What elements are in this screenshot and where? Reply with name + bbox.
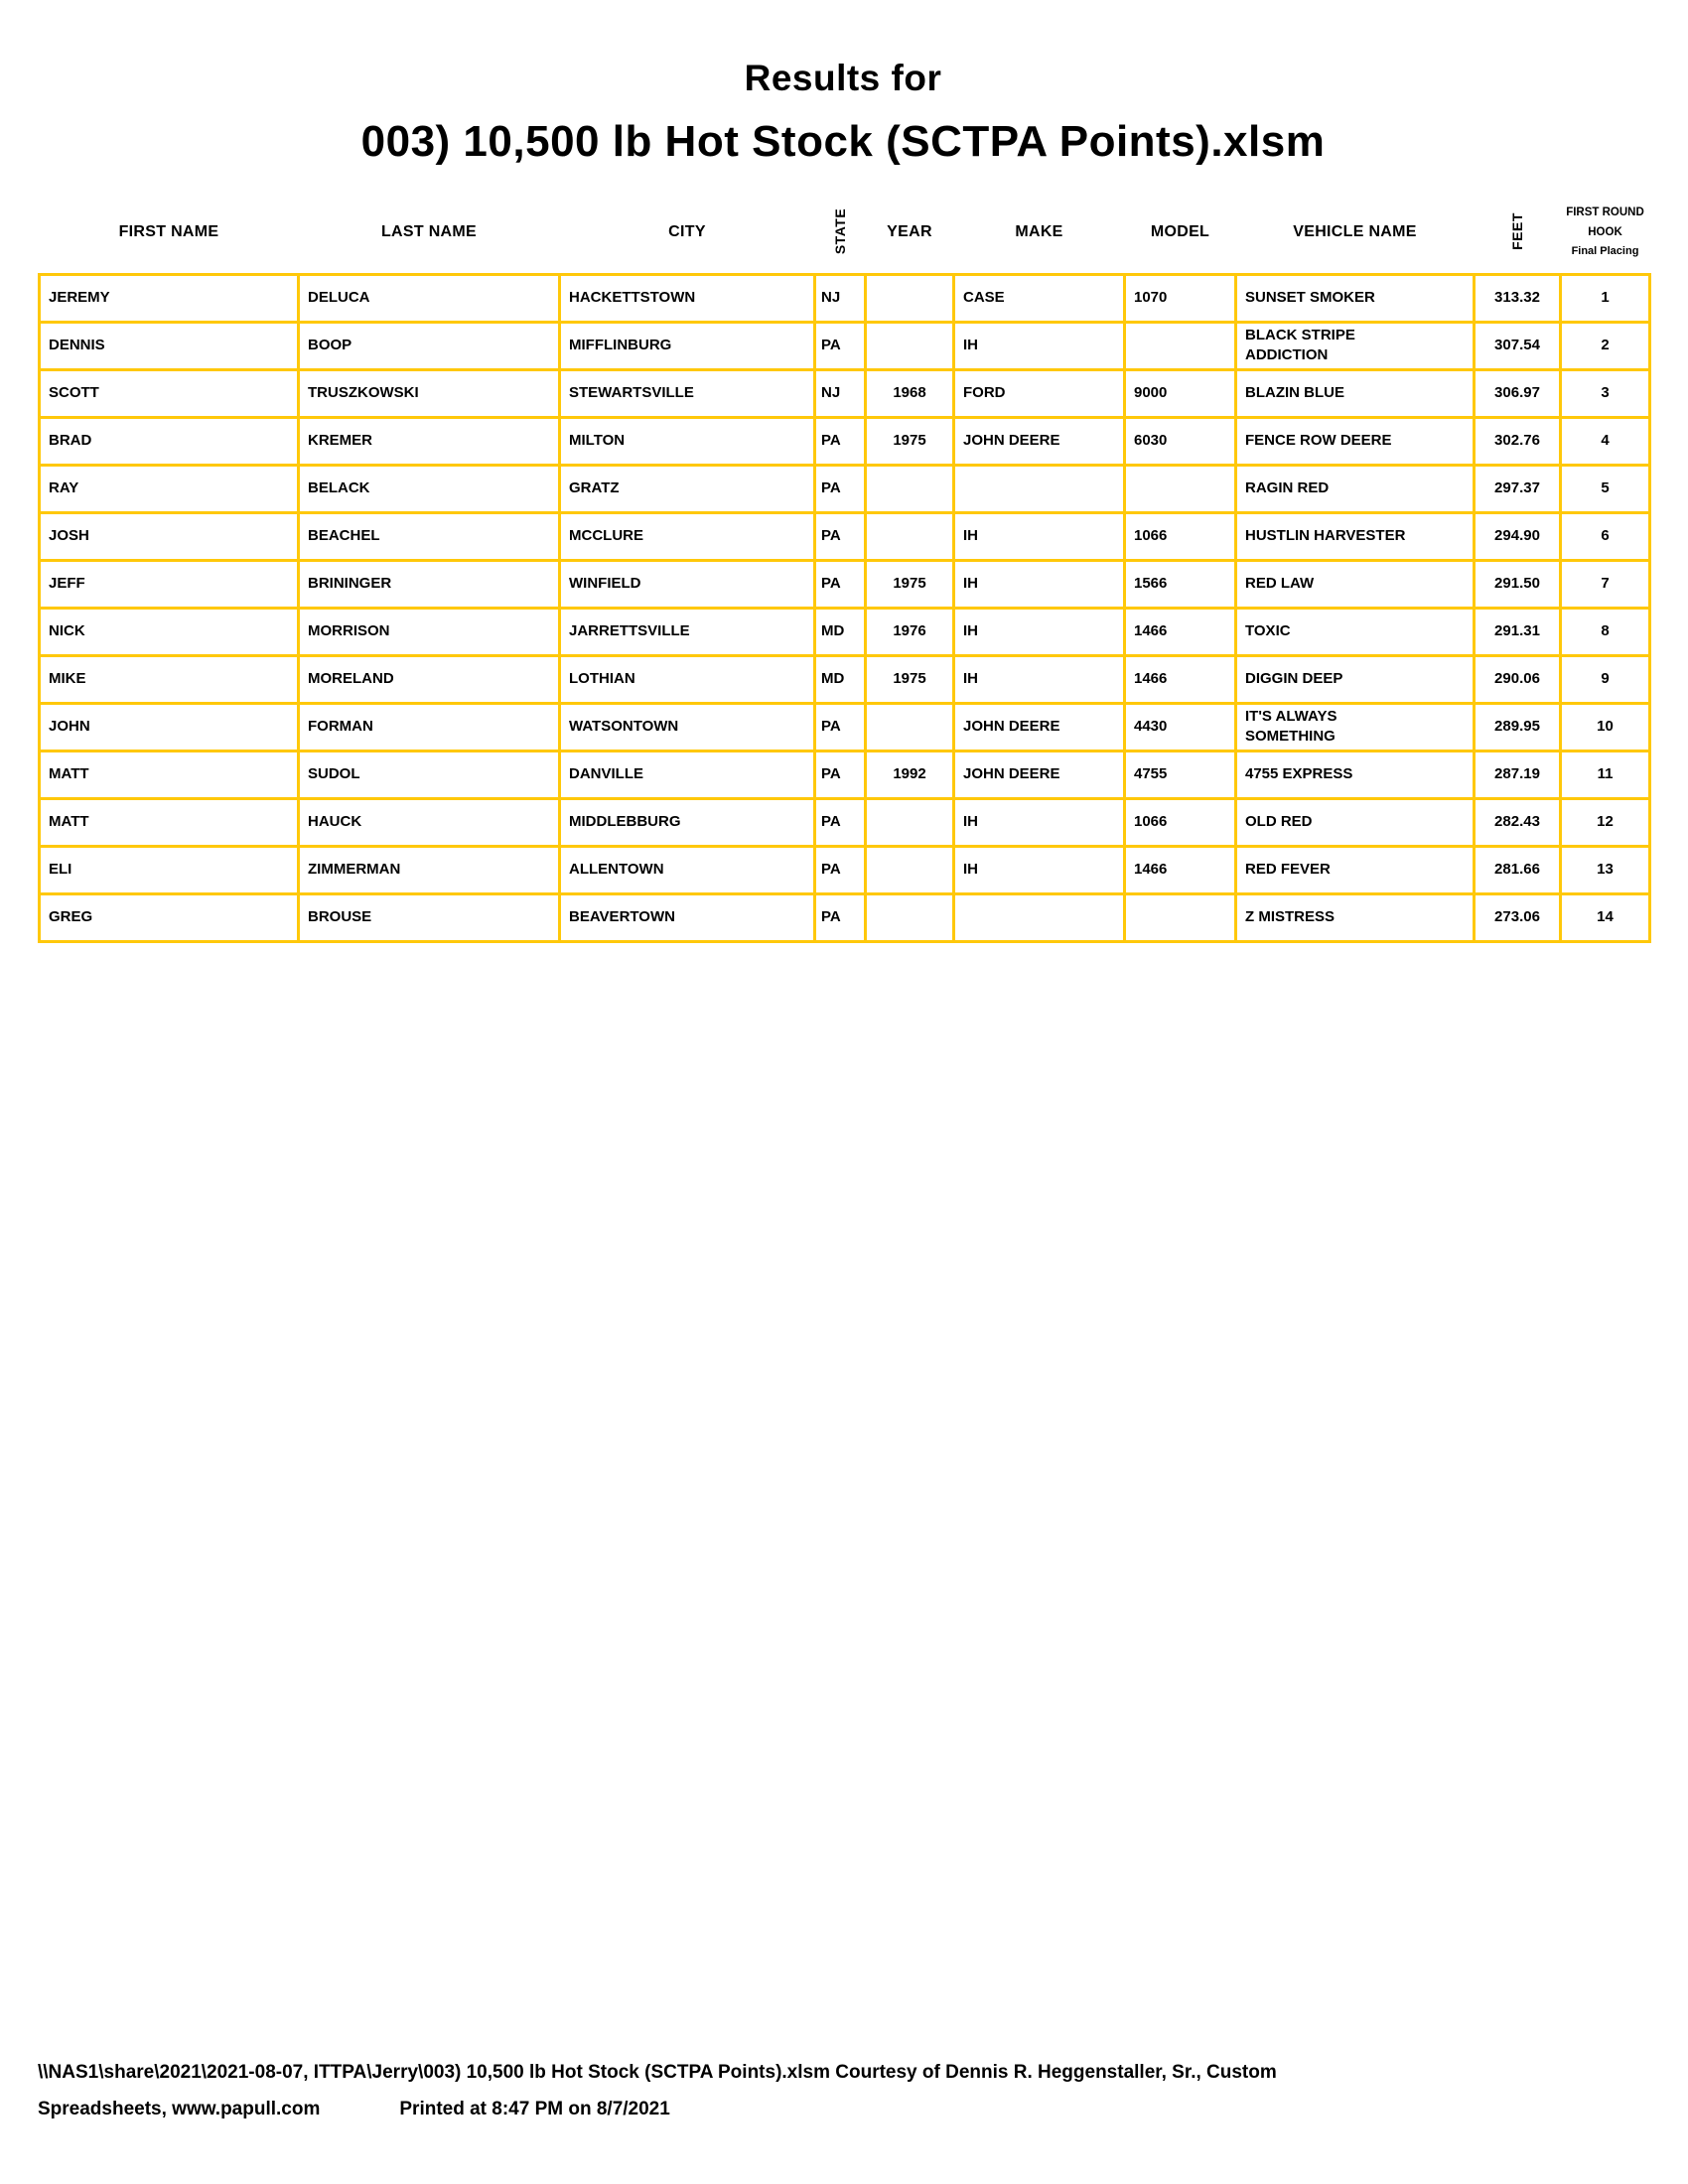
cell-model: 4430 [1125, 703, 1236, 751]
cell-vehicle-name: TOXIC [1236, 608, 1475, 655]
cell-state: PA [815, 846, 866, 893]
cell-vehicle-name: OLD RED [1236, 798, 1475, 846]
cell-city: DANVILLE [560, 751, 815, 798]
cell-last-name: BEACHEL [299, 512, 560, 560]
cell-state: PA [815, 893, 866, 941]
cell-last-name: BROUSE [299, 893, 560, 941]
cell-city: MCCLURE [560, 512, 815, 560]
cell-first-name: RAY [40, 465, 299, 512]
cell-city: HACKETTSTOWN [560, 274, 815, 322]
cell-model [1125, 465, 1236, 512]
column-header-first-round-hook [1561, 193, 1650, 274]
cell-city: STEWARTSVILLE [560, 369, 815, 417]
column-header-make: MAKE [1015, 223, 1063, 241]
table-row [40, 274, 1650, 322]
cell-model: 1466 [1125, 655, 1236, 703]
column-header-model: MODEL [1150, 223, 1210, 241]
cell-make: FORD [954, 369, 1125, 417]
cell-final-placing: 14 [1561, 893, 1650, 941]
cell-state: PA [815, 703, 866, 751]
cell-feet: 291.31 [1475, 608, 1561, 655]
title-block [38, 0, 1648, 167]
cell-year [866, 798, 954, 846]
table-row [40, 703, 1650, 751]
cell-model: 1466 [1125, 846, 1236, 893]
hook-header-line1: FIRST ROUND [1566, 206, 1644, 219]
cell-first-name: MIKE [40, 655, 299, 703]
cell-year: 1976 [866, 608, 954, 655]
cell-last-name: DELUCA [299, 274, 560, 322]
cell-year: 1975 [866, 417, 954, 465]
cell-model: 1066 [1125, 512, 1236, 560]
cell-make: IH [954, 798, 1125, 846]
cell-feet: 289.95 [1475, 703, 1561, 751]
footer-file-path: \\NAS1\share\2021\2021-08-07, ITTPA\Jerry\003) 10,500 lb Hot Stock (SCTPA Points).xlsm Courtesy of Dennis R. Heggenstaller, Sr., Custom [38, 2062, 1277, 2083]
cell-last-name: ZIMMERMAN [299, 846, 560, 893]
cell-feet: 313.32 [1475, 274, 1561, 322]
cell-feet: 291.50 [1475, 560, 1561, 608]
cell-make: JOHN DEERE [954, 417, 1125, 465]
cell-year: 1975 [866, 560, 954, 608]
cell-last-name: BELACK [299, 465, 560, 512]
cell-state: NJ [815, 369, 866, 417]
cell-final-placing: 9 [1561, 655, 1650, 703]
cell-vehicle-name: RED FEVER [1236, 846, 1475, 893]
table-row [40, 512, 1650, 560]
table-row [40, 798, 1650, 846]
cell-feet: 273.06 [1475, 893, 1561, 941]
cell-state: PA [815, 751, 866, 798]
cell-first-name: JEREMY [40, 274, 299, 322]
table-row [40, 751, 1650, 798]
cell-state: PA [815, 465, 866, 512]
cell-final-placing: 1 [1561, 274, 1650, 322]
results-table-body [40, 274, 1650, 941]
cell-make: IH [954, 322, 1125, 369]
column-header-first-name: FIRST NAME [118, 223, 219, 241]
cell-final-placing: 13 [1561, 846, 1650, 893]
cell-vehicle-name: DIGGIN DEEP [1236, 655, 1475, 703]
cell-first-name: MATT [40, 798, 299, 846]
cell-state: MD [815, 608, 866, 655]
cell-vehicle-name: BLACK STRIPE ADDICTION [1236, 322, 1475, 369]
cell-final-placing: 5 [1561, 465, 1650, 512]
results-table [38, 193, 1651, 943]
cell-make: JOHN DEERE [954, 751, 1125, 798]
cell-first-name: JEFF [40, 560, 299, 608]
cell-year: 1975 [866, 655, 954, 703]
cell-final-placing: 8 [1561, 608, 1650, 655]
cell-first-name: SCOTT [40, 369, 299, 417]
cell-make: IH [954, 608, 1125, 655]
cell-first-name: NICK [40, 608, 299, 655]
cell-feet: 281.66 [1475, 846, 1561, 893]
cell-final-placing: 4 [1561, 417, 1650, 465]
table-row [40, 846, 1650, 893]
cell-last-name: MORRISON [299, 608, 560, 655]
cell-city: MILTON [560, 417, 815, 465]
cell-final-placing: 3 [1561, 369, 1650, 417]
feet-header-rotated-label: FEET [1509, 212, 1525, 251]
cell-model: 4755 [1125, 751, 1236, 798]
table-row [40, 608, 1650, 655]
cell-city: WATSONTOWN [560, 703, 815, 751]
cell-first-name: JOHN [40, 703, 299, 751]
cell-city: LOTHIAN [560, 655, 815, 703]
cell-state: PA [815, 798, 866, 846]
cell-model [1125, 322, 1236, 369]
cell-feet: 294.90 [1475, 512, 1561, 560]
cell-city: ALLENTOWN [560, 846, 815, 893]
cell-model: 1566 [1125, 560, 1236, 608]
cell-vehicle-name: FENCE ROW DEERE [1236, 417, 1475, 465]
cell-last-name: TRUSZKOWSKI [299, 369, 560, 417]
cell-year [866, 846, 954, 893]
cell-model: 6030 [1125, 417, 1236, 465]
cell-make: IH [954, 560, 1125, 608]
cell-last-name: HAUCK [299, 798, 560, 846]
column-header-vehicle-name: VEHICLE NAME [1293, 223, 1417, 241]
results-table-header [40, 193, 1650, 274]
cell-city: JARRETTSVILLE [560, 608, 815, 655]
cell-state: PA [815, 417, 866, 465]
cell-make [954, 893, 1125, 941]
hook-header-line3: Final Placing [1571, 245, 1639, 258]
cell-feet: 282.43 [1475, 798, 1561, 846]
column-header-state [815, 193, 866, 274]
cell-state: MD [815, 655, 866, 703]
cell-make: IH [954, 512, 1125, 560]
cell-city: BEAVERTOWN [560, 893, 815, 941]
cell-last-name: MORELAND [299, 655, 560, 703]
cell-vehicle-name: Z MISTRESS [1236, 893, 1475, 941]
cell-feet: 297.37 [1475, 465, 1561, 512]
footer-second-line [38, 2100, 1650, 2118]
cell-year: 1968 [866, 369, 954, 417]
cell-first-name: DENNIS [40, 322, 299, 369]
cell-feet: 302.76 [1475, 417, 1561, 465]
cell-model [1125, 893, 1236, 941]
cell-city: MIFFLINBURG [560, 322, 815, 369]
cell-year [866, 512, 954, 560]
cell-final-placing: 12 [1561, 798, 1650, 846]
cell-vehicle-name: IT'S ALWAYS SOMETHING [1236, 703, 1475, 751]
cell-year [866, 465, 954, 512]
cell-final-placing: 7 [1561, 560, 1650, 608]
cell-make [954, 465, 1125, 512]
cell-first-name: ELI [40, 846, 299, 893]
page-title: Results for [744, 58, 942, 98]
cell-vehicle-name: 4755 EXPRESS [1236, 751, 1475, 798]
cell-final-placing: 2 [1561, 322, 1650, 369]
cell-first-name: BRAD [40, 417, 299, 465]
cell-year: 1992 [866, 751, 954, 798]
cell-make: JOHN DEERE [954, 703, 1125, 751]
cell-year [866, 703, 954, 751]
cell-year [866, 274, 954, 322]
hook-header-line2: HOOK [1588, 225, 1622, 238]
cell-make: IH [954, 846, 1125, 893]
cell-feet: 306.97 [1475, 369, 1561, 417]
table-row [40, 465, 1650, 512]
cell-year [866, 893, 954, 941]
table-row [40, 322, 1650, 369]
cell-state: NJ [815, 274, 866, 322]
cell-year [866, 322, 954, 369]
cell-first-name: JOSH [40, 512, 299, 560]
cell-state: PA [815, 512, 866, 560]
table-row [40, 417, 1650, 465]
cell-state: PA [815, 560, 866, 608]
column-header-feet [1475, 193, 1561, 274]
cell-state: PA [815, 322, 866, 369]
cell-vehicle-name: BLAZIN BLUE [1236, 369, 1475, 417]
cell-model: 9000 [1125, 369, 1236, 417]
cell-city: MIDDLEBBURG [560, 798, 815, 846]
cell-vehicle-name: SUNSET SMOKER [1236, 274, 1475, 322]
header-row [40, 193, 1650, 274]
table-row [40, 369, 1650, 417]
cell-last-name: SUDOL [299, 751, 560, 798]
cell-vehicle-name: RAGIN RED [1236, 465, 1475, 512]
table-row [40, 893, 1650, 941]
cell-last-name: KREMER [299, 417, 560, 465]
cell-final-placing: 11 [1561, 751, 1650, 798]
table-row [40, 655, 1650, 703]
column-header-city: CITY [668, 223, 706, 241]
cell-model: 1070 [1125, 274, 1236, 322]
cell-last-name: BOOP [299, 322, 560, 369]
cell-make: CASE [954, 274, 1125, 322]
cell-last-name: FORMAN [299, 703, 560, 751]
cell-vehicle-name: RED LAW [1236, 560, 1475, 608]
cell-feet: 307.54 [1475, 322, 1561, 369]
cell-model: 1466 [1125, 608, 1236, 655]
footer-website: Spreadsheets, www.papull.com [38, 2099, 321, 2119]
state-header-rotated-label: STATE [832, 208, 848, 255]
cell-model: 1066 [1125, 798, 1236, 846]
cell-final-placing: 6 [1561, 512, 1650, 560]
cell-first-name: MATT [40, 751, 299, 798]
cell-feet: 287.19 [1475, 751, 1561, 798]
cell-city: GRATZ [560, 465, 815, 512]
cell-make: IH [954, 655, 1125, 703]
cell-vehicle-name: HUSTLIN HARVESTER [1236, 512, 1475, 560]
cell-first-name: GREG [40, 893, 299, 941]
cell-final-placing: 10 [1561, 703, 1650, 751]
cell-last-name: BRININGER [299, 560, 560, 608]
cell-feet: 290.06 [1475, 655, 1561, 703]
cell-city: WINFIELD [560, 560, 815, 608]
column-header-year: YEAR [887, 223, 932, 241]
page-footer [38, 2063, 1650, 2118]
file-title: 003) 10,500 lb Hot Stock (SCTPA Points).xlsm [360, 117, 1326, 166]
footer-printed-timestamp: Printed at 8:47 PM on 8/7/2021 [399, 2099, 670, 2119]
table-row [40, 560, 1650, 608]
column-header-last-name: LAST NAME [380, 223, 478, 241]
